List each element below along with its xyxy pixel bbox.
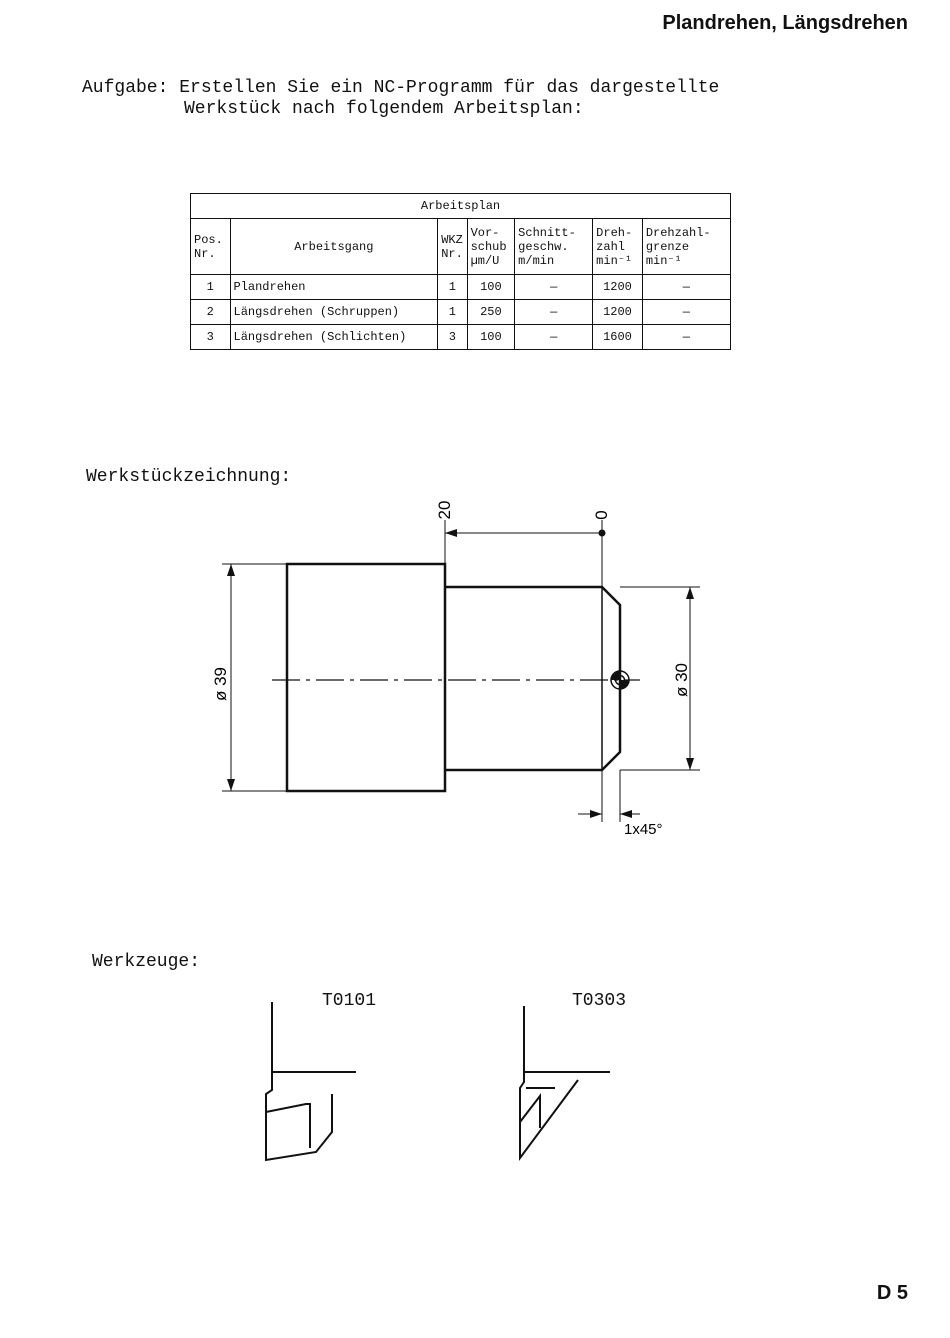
- dim-label-0: 0: [592, 510, 611, 520]
- page-number: D 5: [876, 1282, 908, 1304]
- header-pos: Pos. Nr.: [191, 219, 231, 275]
- dim-label-chamfer: 1x45°: [624, 821, 663, 838]
- header-vorschub: Vor- schub µm/U: [467, 219, 515, 275]
- table-caption: Arbeitsplan: [191, 194, 731, 219]
- drawing-label: Werkstückzeichnung:: [86, 467, 292, 487]
- header-wkz: WKZ Nr.: [438, 219, 467, 275]
- table-row: 1 Plandrehen 1 100 — 1200 —: [191, 275, 731, 300]
- table-row: 2 Längsdrehen (Schruppen) 1 250 — 1200 —: [191, 300, 731, 325]
- header-arbeitsgang: Arbeitsgang: [230, 219, 438, 275]
- tool-label-t0303: T0303: [572, 991, 627, 1011]
- tool-label-t0101: T0101: [322, 991, 377, 1011]
- tool-t0101-sketch: [266, 1002, 356, 1160]
- header-drehzahlgrenze: Drehzahl- grenze min⁻¹: [642, 219, 730, 275]
- tool-t0303-sketch: [520, 1006, 610, 1158]
- dim-label-dia-39: ø 39: [211, 666, 230, 702]
- page-title: Plandrehen, Längsdrehen: [662, 12, 908, 34]
- header-schnittgeschw: Schnitt- geschw. m/min: [515, 219, 593, 275]
- tools-label: Werkzeuge:: [92, 952, 201, 972]
- header-drehzahl: Dreh- zahl min⁻¹: [593, 219, 643, 275]
- task-line-2: Werkstück nach folgendem Arbeitsplan:: [184, 99, 584, 119]
- task-line-1: Aufgabe: Erstellen Sie ein NC-Programm für das dargestellte: [82, 78, 720, 98]
- dim-label-dia-30: ø 30: [672, 662, 691, 698]
- dim-label-20: 20: [435, 500, 454, 520]
- table-row: 3 Längsdrehen (Schlichten) 3 100 — 1600 —: [191, 325, 731, 350]
